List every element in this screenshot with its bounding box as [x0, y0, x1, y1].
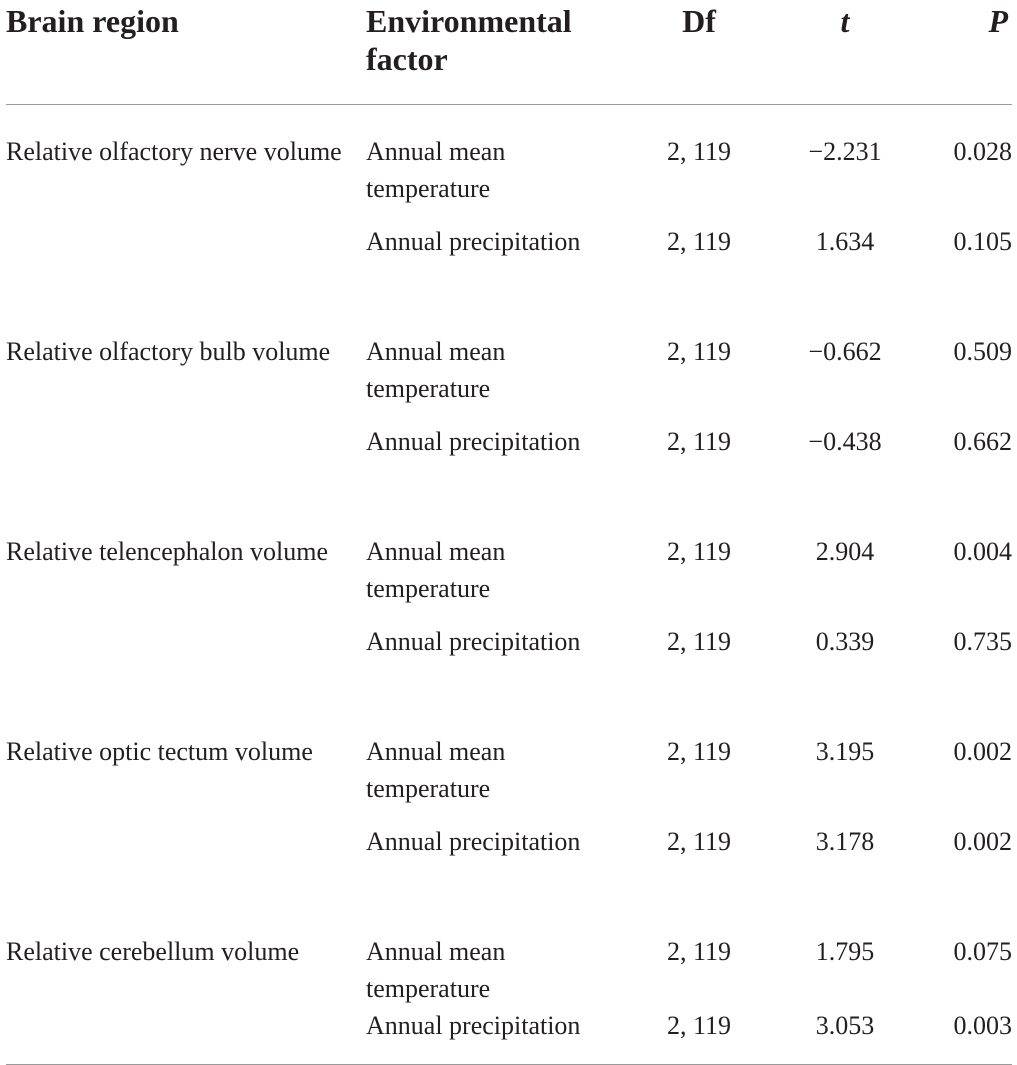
table-row: [6, 407, 1012, 505]
brain-region-cell-empty: [6, 807, 366, 905]
table-row: [6, 905, 1012, 1007]
p-cell: 0.004: [953, 537, 1012, 566]
t-cell: 3.195: [815, 737, 875, 766]
brain-region-cell-empty: [6, 1007, 366, 1065]
header-t: t: [770, 0, 920, 105]
table-row: [6, 305, 1012, 407]
p-cell: 0.003: [920, 1007, 1012, 1065]
environmental-factor-cell: Annual mean temperature: [366, 337, 506, 403]
table-row: [6, 207, 1012, 305]
df-cell: 2, 119: [666, 627, 732, 656]
p-cell: 0.105: [953, 227, 1012, 256]
table-body: [6, 105, 1012, 1065]
results-table-container: [6, 0, 1012, 1065]
df-cell: 2, 119: [628, 1007, 770, 1065]
p-cell: 0.735: [953, 627, 1012, 656]
p-cell: 0.662: [953, 427, 1012, 456]
t-cell: −0.438: [808, 427, 882, 456]
table-row: [6, 705, 1012, 807]
environmental-factor-cell: Annual precipitation: [366, 627, 581, 656]
environmental-factor-cell: Annual mean temperature: [366, 137, 506, 203]
environmental-factor-cell: Annual mean temperature: [366, 537, 506, 603]
brain-region-cell-empty: [6, 207, 366, 305]
header-row: [6, 0, 1012, 105]
df-cell: 2, 119: [666, 937, 732, 966]
t-cell: 3.178: [815, 827, 875, 856]
t-cell: −2.231: [808, 137, 882, 166]
t-cell: 1.634: [815, 227, 875, 256]
t-cell: 3.053: [770, 1007, 920, 1065]
header-p: P: [920, 0, 1012, 105]
brain-region-cell: Relative cerebellum volume: [6, 937, 300, 966]
environmental-factor-cell: Annual mean temperature: [366, 937, 506, 1003]
brain-region-cell: Relative olfactory bulb volume: [6, 337, 331, 366]
t-cell: −0.662: [808, 337, 882, 366]
t-cell: 1.795: [815, 937, 875, 966]
t-cell: 0.339: [815, 627, 875, 656]
environmental-factor-cell: Annual precipitation: [366, 827, 581, 856]
p-cell: 0.509: [953, 337, 1012, 366]
header-brain-region: Brain region: [6, 0, 366, 105]
p-cell: 0.028: [953, 137, 1012, 166]
brain-region-cell: Relative telencephalon volume: [6, 537, 328, 566]
df-cell: 2, 119: [666, 137, 732, 166]
header-environmental-factor: Environmental factor: [366, 0, 628, 105]
table-row: [6, 807, 1012, 905]
environmental-factor-cell: Annual precipitation: [366, 227, 581, 256]
environmental-factor-cell: Annual precipitation: [366, 427, 581, 456]
environmental-factor-cell: Annual precipitation: [366, 1007, 628, 1065]
brain-region-cell: Relative optic tectum volume: [6, 737, 313, 766]
results-table: [6, 0, 1012, 1065]
df-cell: 2, 119: [666, 737, 732, 766]
df-cell: 2, 119: [666, 427, 732, 456]
p-cell: 0.075: [953, 937, 1012, 966]
df-cell: 2, 119: [666, 227, 732, 256]
table-row: [6, 505, 1012, 607]
header-df: Df: [628, 0, 770, 105]
df-cell: 2, 119: [666, 827, 732, 856]
df-cell: 2, 119: [666, 337, 732, 366]
t-cell: 2.904: [815, 537, 875, 566]
brain-region-cell-empty: [6, 607, 366, 705]
brain-region-cell: Relative olfactory nerve volume: [6, 137, 342, 166]
df-cell: 2, 119: [666, 537, 732, 566]
table-row: [6, 1007, 1012, 1065]
p-cell: 0.002: [953, 827, 1012, 856]
table-row: [6, 105, 1012, 208]
table-row: [6, 607, 1012, 705]
p-cell: 0.002: [953, 737, 1012, 766]
brain-region-cell-empty: [6, 407, 366, 505]
environmental-factor-cell: Annual mean temperature: [366, 737, 506, 803]
